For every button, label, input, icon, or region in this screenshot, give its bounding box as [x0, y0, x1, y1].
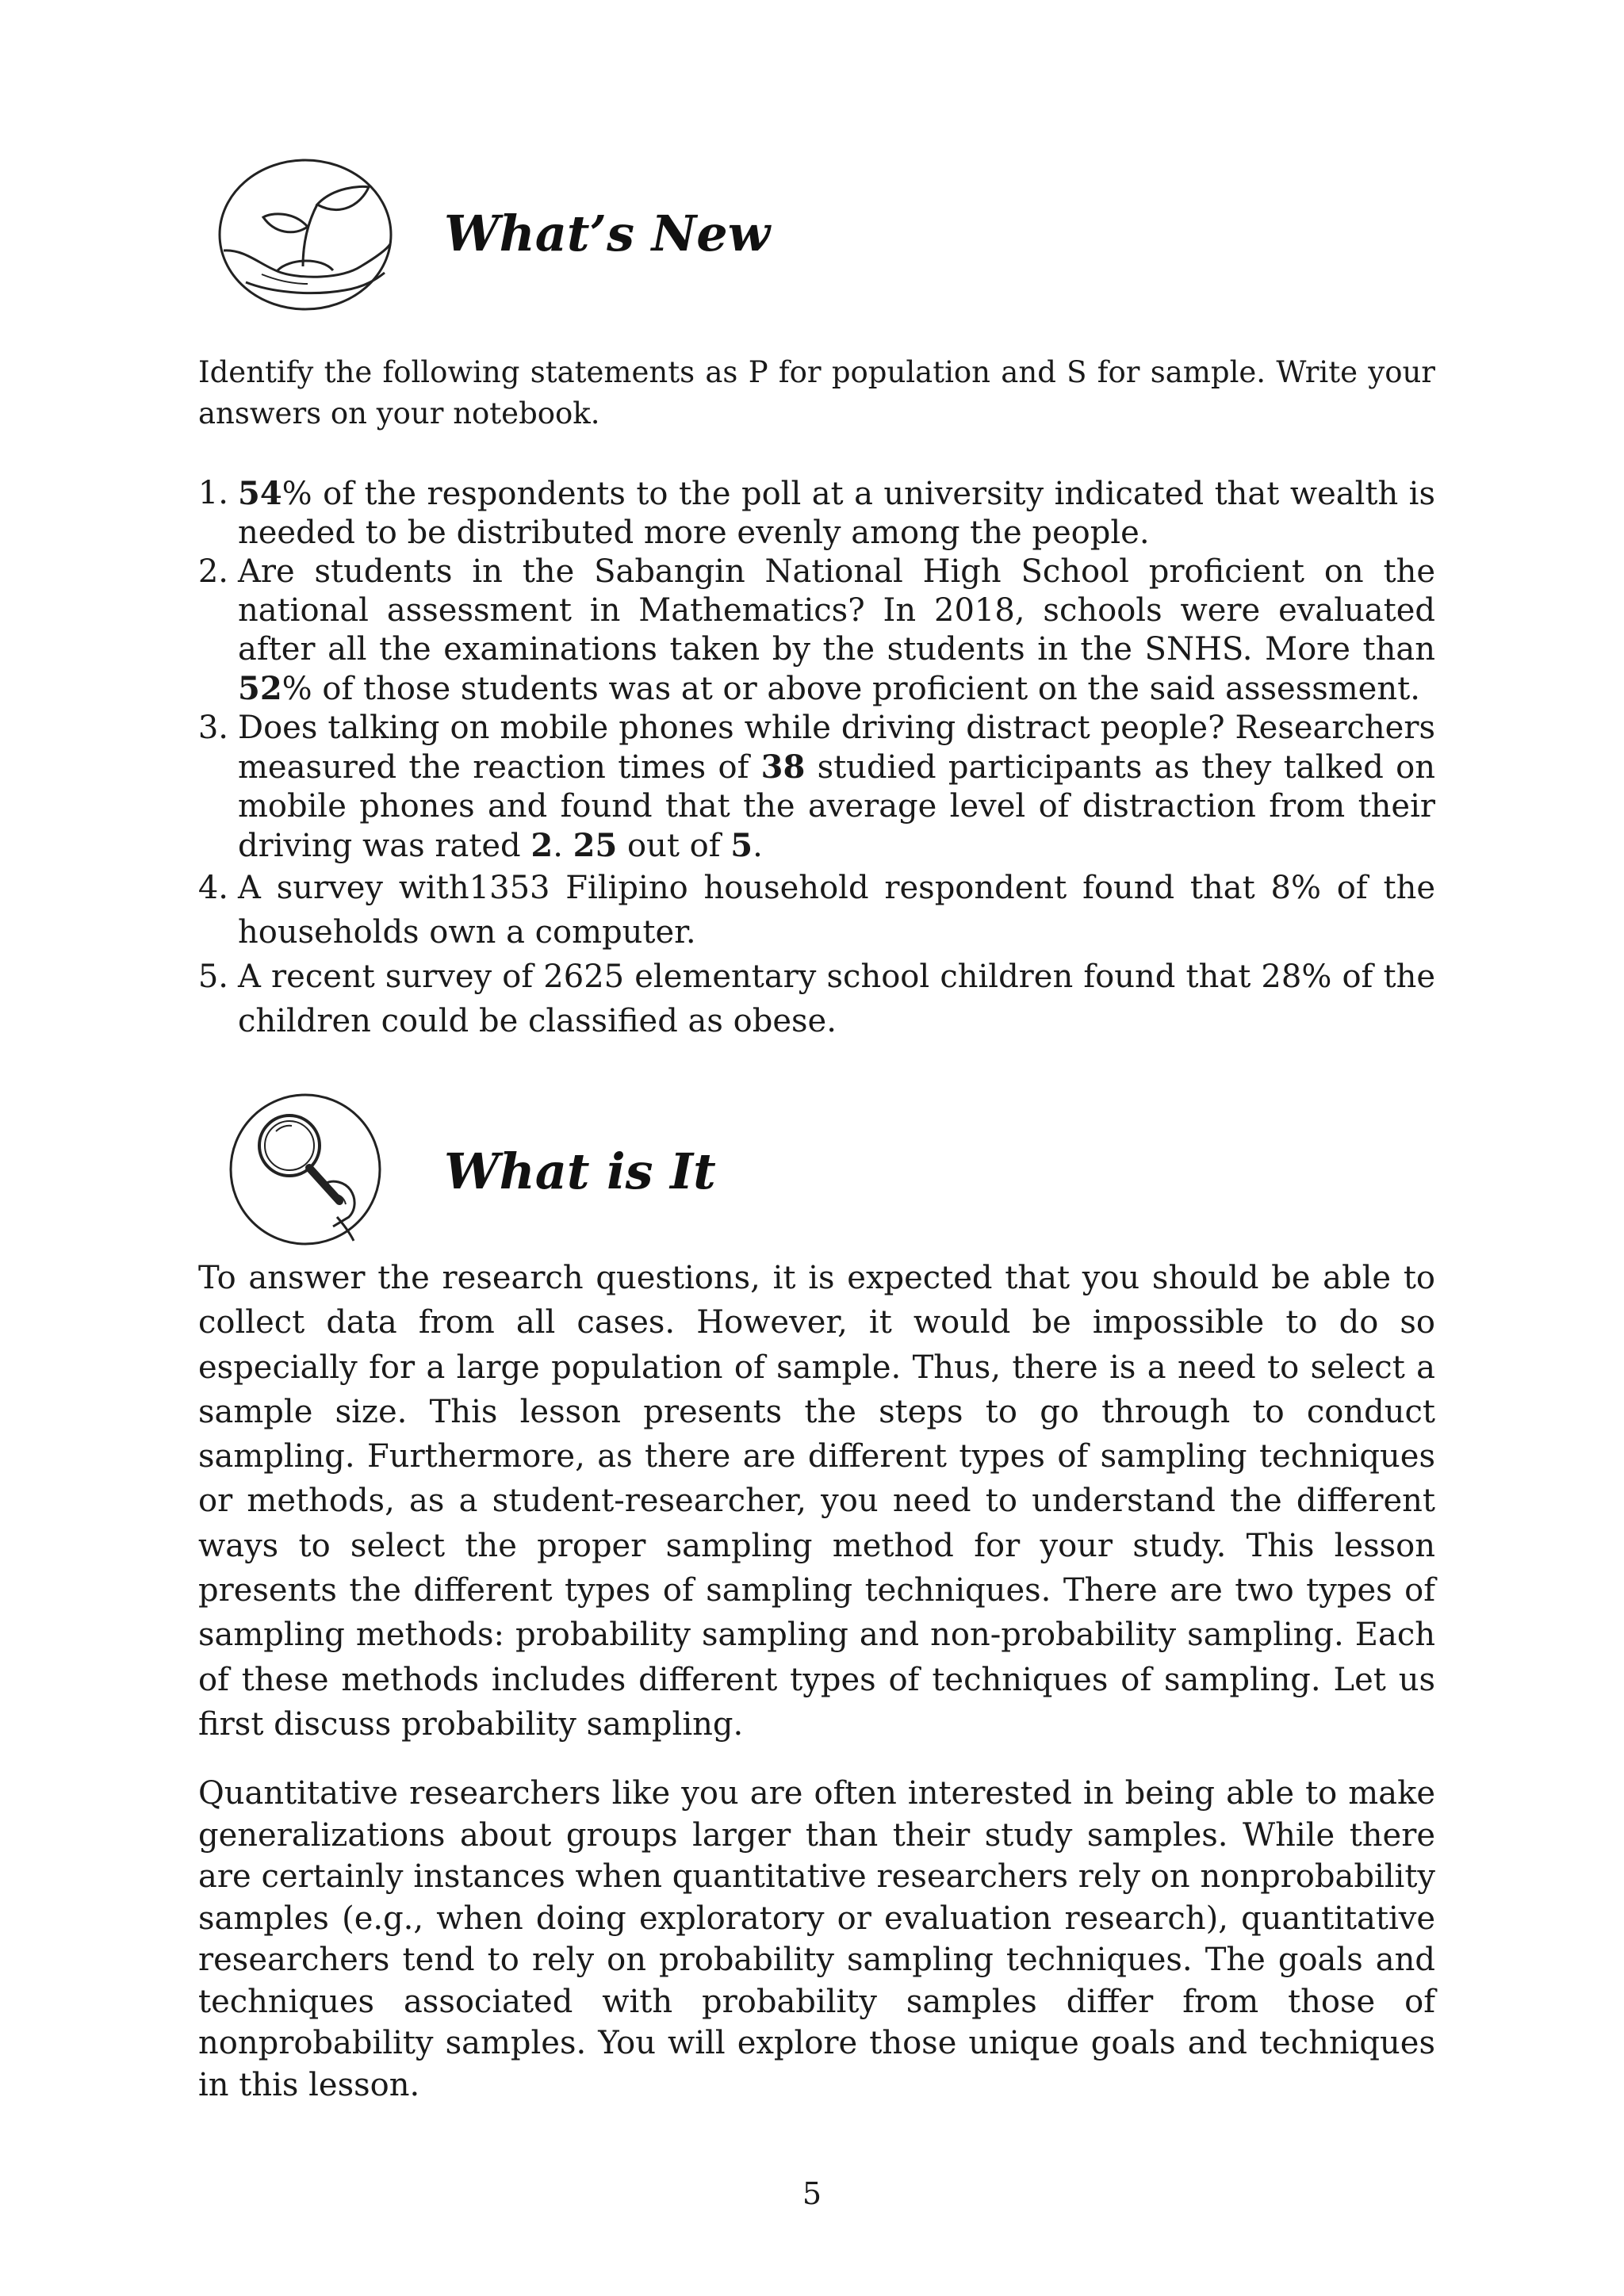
statement-item — [198, 866, 1435, 955]
statement-text: Are students in the Sabangin National High School proficient on the national assessment in Mathematics? In 2018, schools were evaluated after all the examinations taken by the students in the SNHS. More than — [238, 553, 1435, 668]
statement-bold-value: 25 — [573, 827, 618, 864]
statement-item — [198, 709, 1435, 866]
statement-bold-value: 2 — [530, 827, 553, 864]
whats-new-title: What’s New — [444, 205, 771, 262]
page-number: 5 — [802, 2176, 822, 2211]
instructions-text: Identify the following statements as P for population and S for sample. Write your answers on your notebook. — [198, 355, 1435, 430]
statement-list — [198, 474, 1435, 1043]
statement-item — [198, 474, 1435, 553]
statement-text: % of those students was at or above proficient on the said assessment. — [282, 671, 1420, 707]
statement-number: 5. — [197, 959, 228, 995]
statement-number: 1. — [197, 475, 228, 511]
statement-text: . — [553, 828, 573, 864]
statement-text: A survey with1353 Filipino household respondent found that 8% of the households own a computer. — [238, 870, 1435, 951]
statement-bold-value: 52 — [238, 670, 282, 707]
plant-in-hand-icon — [214, 155, 396, 314]
statement-number: 2. — [197, 553, 228, 590]
what-is-it-title: What is It — [444, 1142, 716, 1200]
statement-text: Does talking on mobile phones while driving distract people? Researchers measured the reaction times of — [238, 710, 1435, 786]
statement-item — [198, 955, 1435, 1043]
statement-text: % of the respondents to the poll at a university indicated that wealth is needed to be distributed more evenly among the people. — [238, 476, 1435, 551]
statement-bold-value: 5 — [730, 827, 753, 864]
statement-text: A recent survey of 2625 elementary school children found that 28% of the children could be classified as obese. — [238, 959, 1435, 1039]
what-is-it-header — [214, 1090, 1404, 1249]
statement-number: 4. — [197, 870, 228, 906]
statement-text: . — [753, 828, 763, 864]
statement-text: studied participants as they talked on mobile phones and found that the average level of distraction from their driving was rated — [238, 749, 1435, 864]
magnifying-glass-icon — [214, 1090, 396, 1249]
body-paragraph-1: To answer the research questions, it is expected that you should be able to collect data from all cases. However, it would be impossible to do so especially for a large population of sample. Thus, there is a need to select a sample size. This lesson presents the steps to go through to conduct sampling. Furthermore, as there are different types of sampling techniques or methods, as a student-researcher, you need to understand the different ways to select the proper sampling method for your study. This lesson presents the different types of sampling techniques. There are two types of sampling methods: probability sampling and non-probability sampling. Each of these methods includes different types of techniques of sampling. Let us first discuss probability sampling. — [198, 1260, 1435, 1743]
whats-new-header — [214, 155, 1404, 314]
statement-number: 3. — [197, 710, 228, 746]
statement-item — [198, 553, 1435, 709]
body-paragraph-2: Quantitative researchers like you are often interested in being able to make generalizations about groups larger than their study samples. While there are certainly instances when quantitative researchers rely on nonprobability samples (e.g., when doing exploratory or evaluation research), quantitative researchers tend to rely on probability sampling techniques. The goals and techniques associated with probability samples differ from those of nonprobability samples. You will explore those unique goals and techniques in this lesson. — [198, 1775, 1435, 2103]
statement-bold-value: 38 — [760, 748, 806, 786]
statement-bold-value: 54 — [238, 475, 282, 512]
statement-text: out of — [617, 828, 731, 864]
